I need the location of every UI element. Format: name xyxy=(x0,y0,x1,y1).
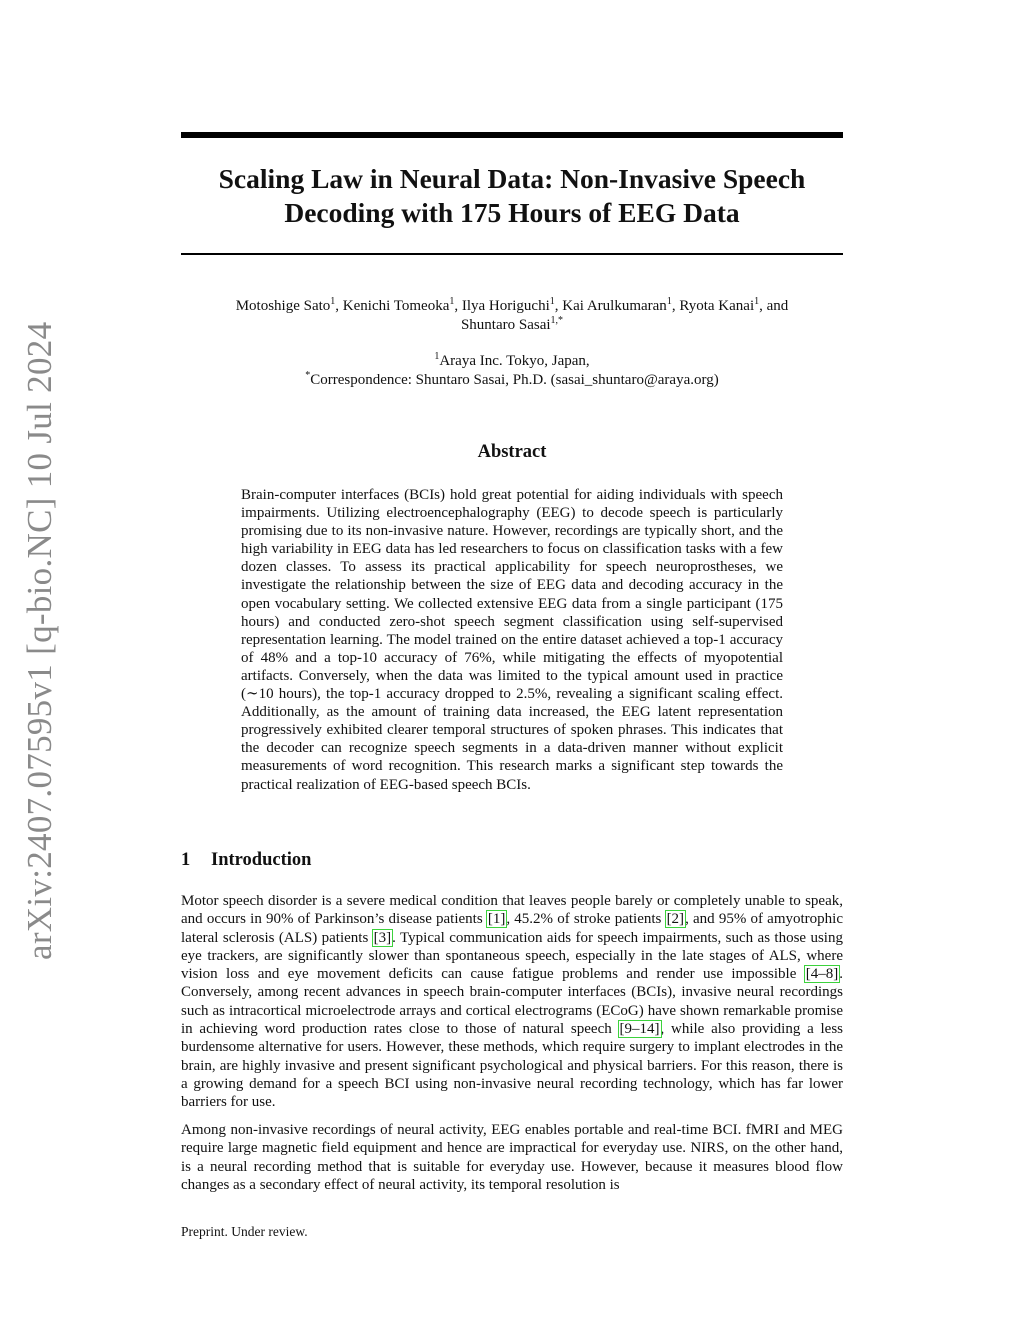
author-name: Ryota Kanai xyxy=(679,298,755,314)
author-mark: 1 xyxy=(549,296,555,307)
title-line-1: Scaling Law in Neural Data: Non-Invasive Speech xyxy=(218,163,806,194)
abstract-body: Brain-computer interfaces (BCIs) hold great potential for aiding individuals with speech impairments. Utilizing electroencephalography (EEG) to decode speech is particularly promising due to its non-invasive nature. However, recordings are typically short, and the high variability in EEG data has led researchers to focus on classification tasks with a few dozen classes. To assess its practical applicability for speech neuroprostheses, we investigate the relationship between the size of EEG data and decoding accuracy in the open vocabulary setting. We collected extensive EEG data from a single participant (175 hours) and conducted zero-shot speech segment classification using self-supervised representation learning. The model trained on the entire dataset achieved a top-1 accuracy of 48% and a top-10 accuracy of 76%, while mitigating the effects of myopotential artifacts. Conversely, when the data was limited to the typical amount used in practice (∼10 hours), the top-1 accuracy dropped to 2.5%, revealing a significant scaling effect. Additionally, as the amount of training data increased, the EEG latent representation progressively exhibited clearer temporal structures of spoken phrases. This indicates that the decoder can recognize speech segments in a data-driven manner without explicit measurements of word recognition. This research marks a significant step towards the practical realization of EEG-based speech BCIs. xyxy=(241,487,783,793)
correspondence-text: Correspondence: Shuntaro Sasai, Ph.D. (sasai_shuntaro@araya.org) xyxy=(310,372,719,388)
footer-note: Preprint. Under review. xyxy=(181,1224,308,1239)
abstract-heading: Abstract xyxy=(477,442,547,462)
affiliation-text: Araya Inc. Tokyo, Japan, xyxy=(439,353,590,369)
intro-text: , 45.2% of stroke patients xyxy=(506,911,666,928)
title-rule-bottom xyxy=(181,253,843,255)
intro-paragraph-2: Among non-invasive recordings of neural activity, EEG enables portable and real-time BCI. fMRI and MEG require large magnetic field equipment and hence are impractical for everyday use. NIRS, on the other hand, is a neural recording method that is suitable for everyday use. However, because it measures blood flow changes as a secondary effect of neural activity, its temporal resolution is xyxy=(181,1122,843,1193)
author-mark: 1,* xyxy=(550,315,564,326)
affiliation-block xyxy=(181,352,843,390)
author-name: Motoshige Sato xyxy=(235,298,331,314)
intro-text: , while also providing a less burdensome alternative for users. However, these methods, which require surgery to implant electrodes in the brain, are highly invasive and present significant psychological and physical barriers. For this reason, there is a growing demand for a speech BCI using non-invasive neural recording technology, which has far lower barriers for use. xyxy=(181,1021,843,1111)
citation-link[interactable]: [1] xyxy=(487,911,506,928)
author-name: Kai Arulkumaran xyxy=(562,298,667,314)
section-number: 1 xyxy=(181,850,191,870)
author-name: Ilya Horiguchi xyxy=(461,298,550,314)
author-name: Shuntaro Sasai xyxy=(460,317,551,333)
author-mark: 1 xyxy=(754,296,760,307)
citation-link[interactable]: [4–8] xyxy=(805,966,839,983)
title-rule-top xyxy=(181,132,843,138)
correspondence-mark: * xyxy=(305,370,311,381)
author-conjunction: and xyxy=(766,298,789,314)
arxiv-identifier: arXiv:2407.07595v1 [q-bio.NC] 10 Jul 2024 xyxy=(20,321,59,960)
citation-link[interactable]: [2] xyxy=(666,911,685,928)
title-line-2: Decoding with 175 Hours of EEG Data xyxy=(284,197,740,228)
citation-link[interactable]: [9–14] xyxy=(619,1021,660,1038)
intro-text: Motor speech disorder is a severe medical condition that leaves people barely or completely unable to speak, and occurs in 90% of Parkinson’s disease patients xyxy=(181,893,843,928)
citation-link[interactable]: [3] xyxy=(373,929,392,946)
affiliation-mark: 1 xyxy=(434,351,440,362)
author-mark: 1 xyxy=(330,296,336,307)
section-title: Introduction xyxy=(211,850,312,870)
intro-text: . Conversely, among recent advances in speech brain-computer interfaces (BCIs), invasive neural recordings such as intracortical microelectrode arrays and cortical electrograms (ECoG) have shown remarkable promise in achieving word production rates close to those of natural speech xyxy=(181,966,843,1038)
paper-title xyxy=(181,162,843,230)
intro-paragraph-1 xyxy=(181,892,843,1112)
intro-text: . Typical communication aids for speech impairments, such as those using eye trackers, are significantly slower than spontaneous speech, especially in the late stages of ALS, where vision loss and eye movement deficits can cause fatigue problems and render use impossible xyxy=(181,929,843,983)
author-name: Kenichi Tomeoka xyxy=(342,298,450,314)
author-list: Motoshige Sato$^1$, Kenichi Tomeoka$^1$, Ilya Horiguchi$^1$, Kai Arulkumaran$^1$, Ryota Kanai$^1$, and Shuntaro Sasai$^{1,*}$ xyxy=(235,296,789,333)
author-mark: 1 xyxy=(666,296,672,307)
section-heading-introduction xyxy=(181,850,311,871)
intro-text: , and 95% of amyotrophic lateral sclerosis (ALS) patients xyxy=(181,911,843,946)
author-mark: 1 xyxy=(449,296,455,307)
